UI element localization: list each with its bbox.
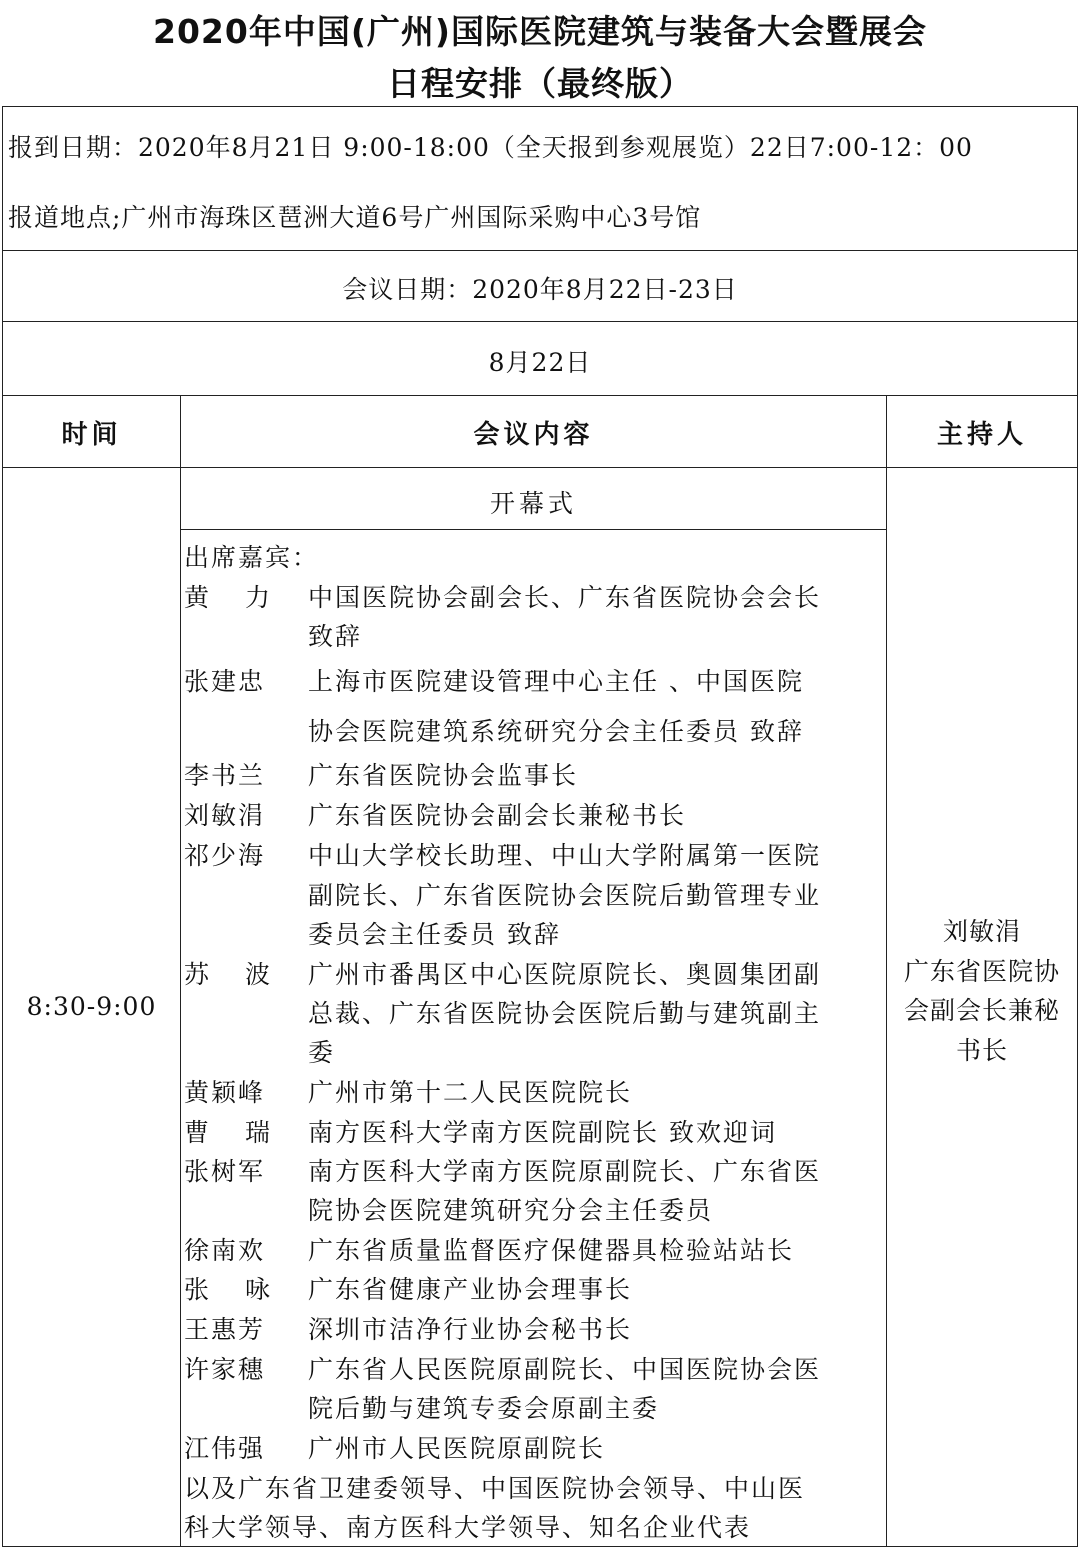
guest-description-line: 副院长、广东省医院协会医院后勤管理专业 [308,881,822,910]
guest-description-line: 院协会医院建筑研究分会主任委员 [308,1196,714,1225]
guest-description-line: 广州市人民医院原副院长 [308,1434,606,1463]
guest-name: 李书兰 [184,761,266,790]
guest-name: 徐南欢 [184,1236,266,1265]
guest-description-line: 致辞 [308,622,363,651]
host-line: 书长 [955,1036,1008,1065]
header-time: 时间 [61,420,122,450]
guest-description-line: 南方医科大学南方医院副院长 致欢迎词 [308,1118,777,1147]
host-line: 刘敏涓 [942,917,1021,946]
host-line: 广东省医院协 [903,957,1060,986]
guest-description-line: 深圳市洁净行业协会秘书长 [308,1315,633,1344]
guest-name: 黄颖峰 [184,1078,266,1107]
day-label: 8月22日 [488,348,592,377]
guest-name: 许家穗 [184,1355,266,1384]
page-subtitle: 日程安排（最终版） [387,64,693,103]
registration-place: 报道地点;广州市海珠区琶洲大道6号广州国际采购中心3号馆 [8,203,702,232]
session-time: 8:30-9:00 [26,992,157,1021]
session-title: 开幕式 [489,489,577,518]
guests-label: 出席嘉宾： [184,543,320,572]
guest-description-line: 院后勤与建筑专委会原副主委 [308,1394,660,1423]
meeting-date: 会议日期：2020年8月22日-23日 [342,275,738,304]
guest-name: 苏 波 [184,960,271,989]
guest-description-line: 广东省医院协会监事长 [308,761,579,790]
guest-description-line: 总裁、广东省医院协会医院后勤与建筑副主 [308,999,822,1028]
guest-description-line: 委 [308,1038,336,1067]
guest-description-line: 上海市医院建设管理中心主任 、中国医院 [308,667,804,696]
header-host: 主持人 [936,420,1027,450]
header-content: 会议内容 [473,420,594,450]
guest-description-line: 广东省质量监督医疗保健器具检验站站长 [308,1236,795,1265]
guest-name: 王惠芳 [184,1315,266,1344]
guest-name: 张 咏 [184,1275,271,1304]
guest-description-line: 中山大学校长助理、中山大学附属第一医院 [308,841,822,870]
guest-name: 祁少海 [184,841,266,870]
registration-date: 报到日期：2020年8月21日 9:00-18:00（全天报到参观展览）22日7:00-12：00 [8,133,973,162]
guest-name: 江伟强 [184,1434,266,1463]
guest-name: 张建忠 [184,667,266,696]
guest-name: 刘敏涓 [184,801,266,830]
guest-name: 黄 力 [184,583,271,612]
guest-description-line: 中国医院协会副会长、广东省医院协会会长 [308,583,822,612]
guest-description-line: 广州市番禺区中心医院原院长、奥圆集团副 [308,960,822,989]
closing-line: 以及广东省卫建委领导、中国医院协会领导、中山医 [184,1474,806,1503]
guest-description-line: 广东省医院协会副会长兼秘书长 [308,801,687,830]
host-line: 会副会长兼秘 [903,996,1060,1025]
guest-description-line: 委员会主任委员 致辞 [308,920,561,949]
page-title: 2020年中国(广州)国际医院建筑与装备大会暨展会 [152,12,927,51]
guest-description-line: 广东省健康产业协会理事长 [308,1275,633,1304]
guest-name: 曹 瑞 [184,1118,271,1147]
guest-description-line: 协会医院建筑系统研究分会主任委员 致辞 [308,717,804,746]
guest-name: 张树军 [184,1157,266,1186]
guest-description-line: 广东省人民医院原副院长、中国医院协会医 [308,1355,822,1384]
guest-description-line: 南方医科大学南方医院原副院长、广东省医 [308,1157,822,1186]
guest-description-line: 广州市第十二人民医院院长 [308,1078,633,1107]
closing-line: 科大学领导、南方医科大学领导、知名企业代表 [184,1513,752,1542]
